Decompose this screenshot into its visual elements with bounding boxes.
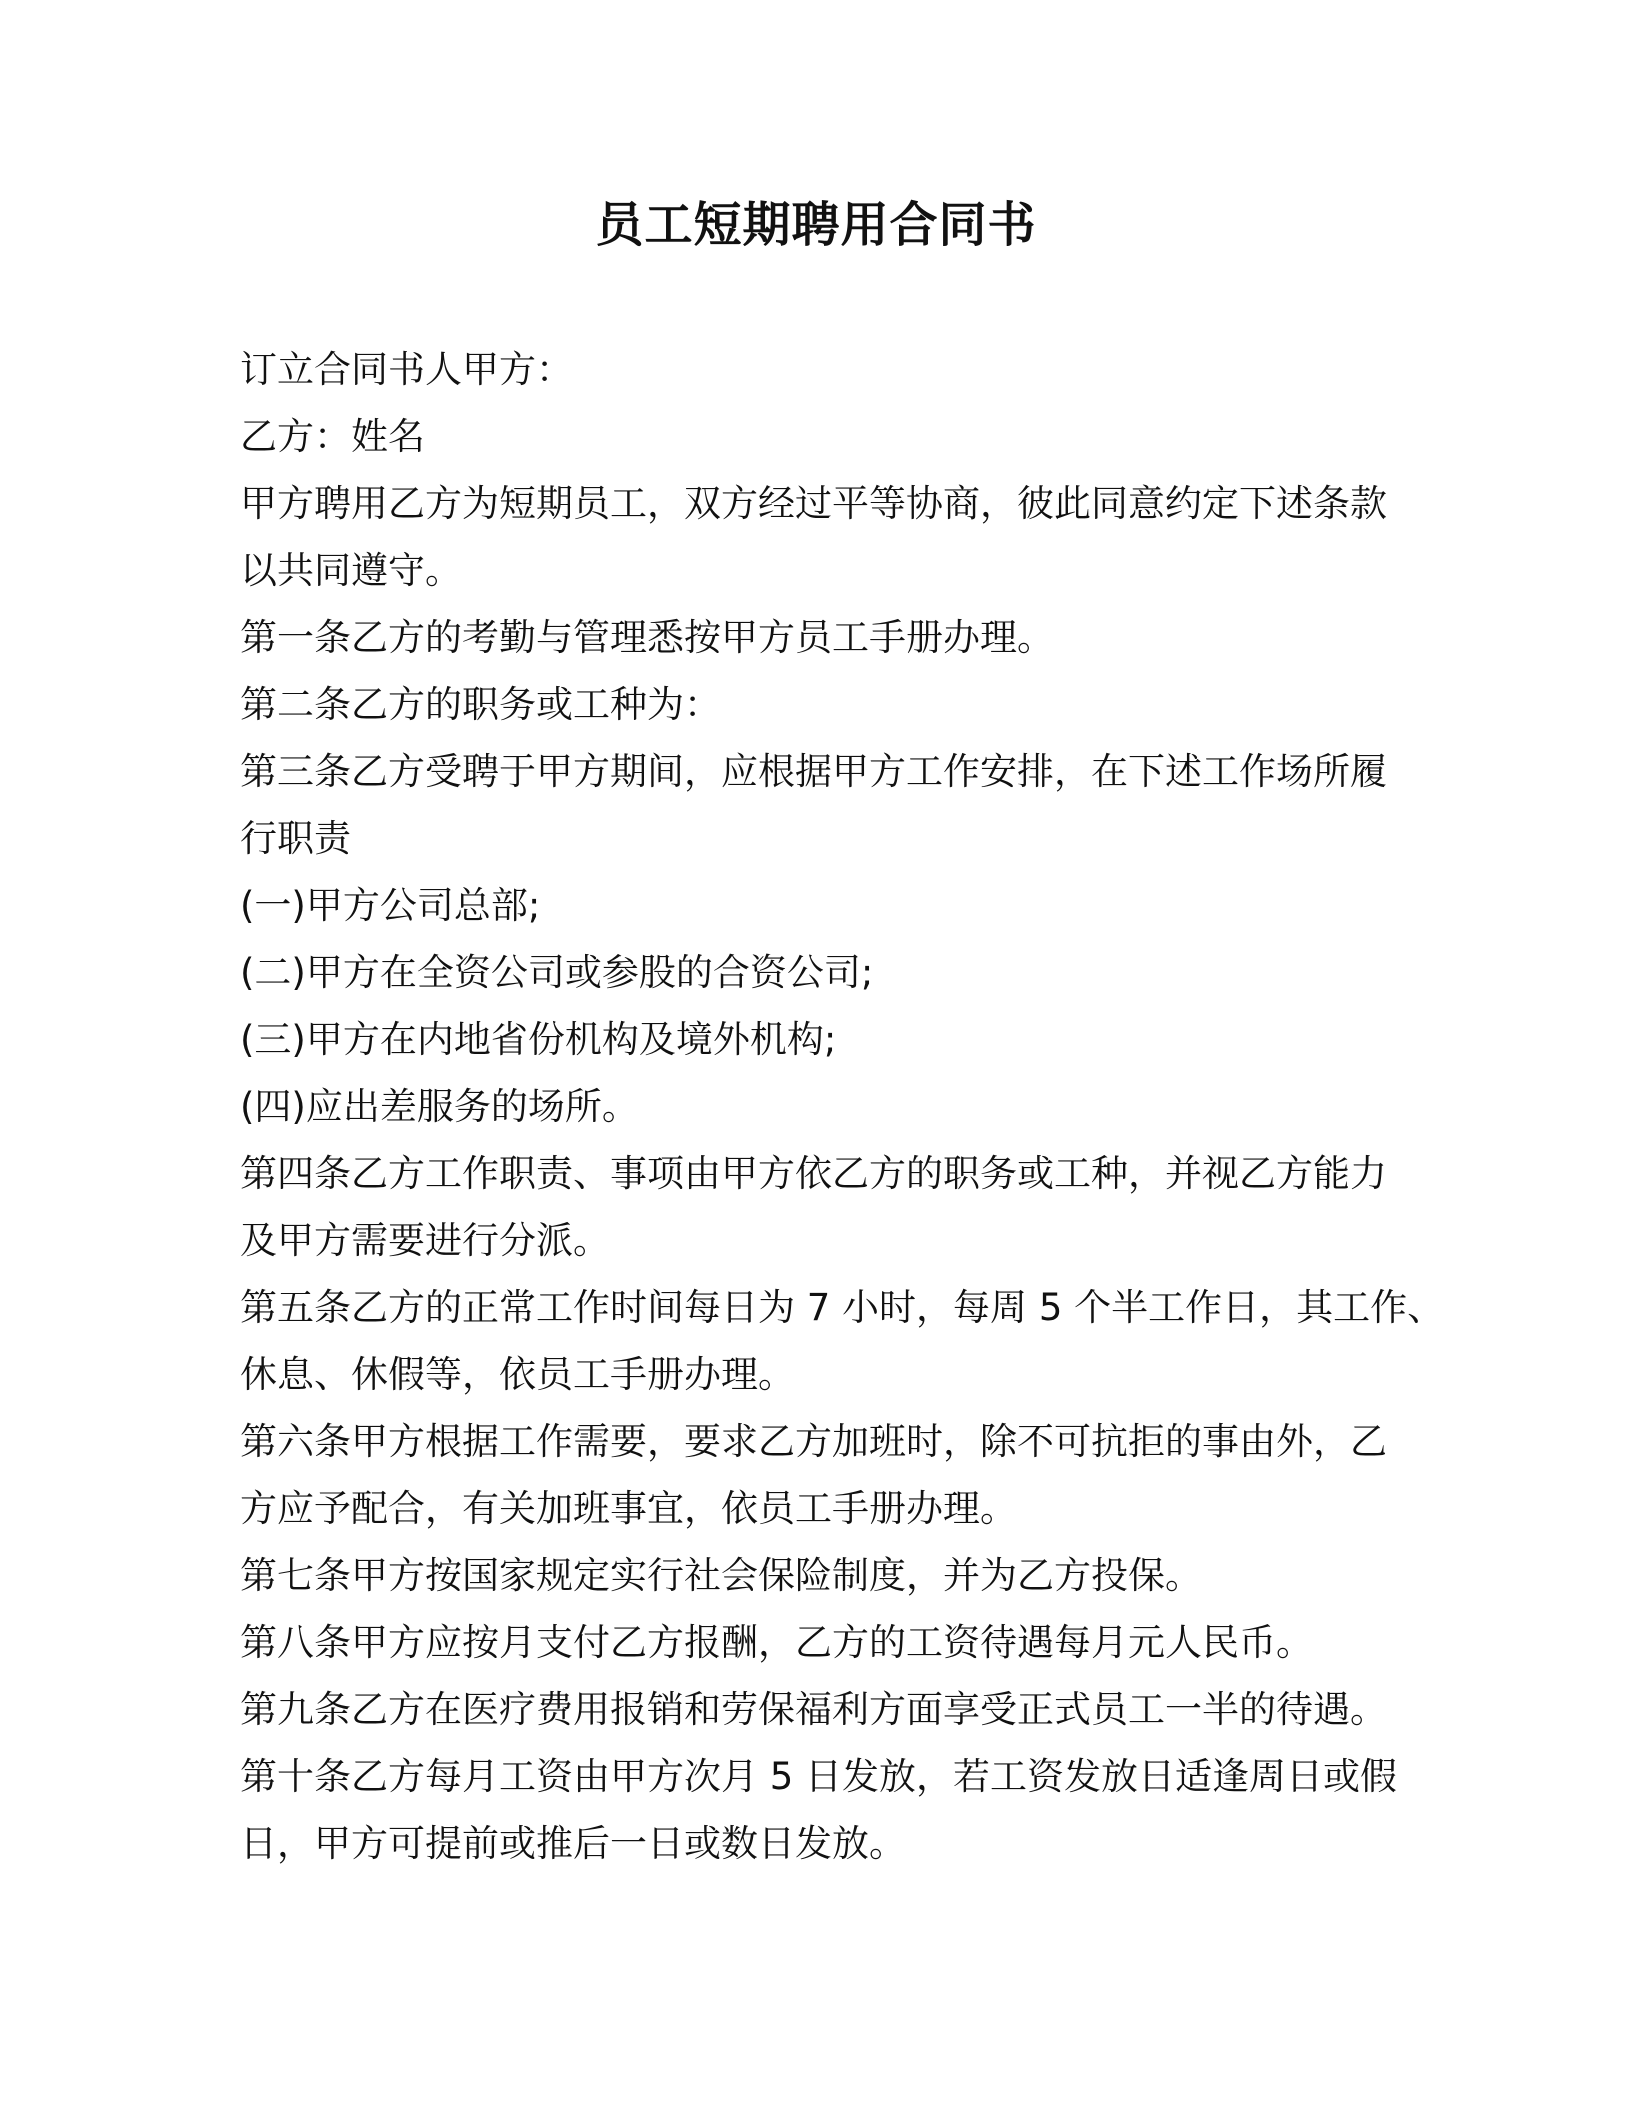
- text-line: (一)甲方公司总部;: [240, 884, 541, 927]
- text-line: 第一条乙方的考勤与管理悉按甲方员工手册办理。: [240, 616, 1054, 659]
- text-line: 第七条甲方按国家规定实行社会保险制度，并为乙方投保。: [240, 1554, 1202, 1597]
- text-line: 第九条乙方在医疗费用报销和劳保福利方面享受正式员工一半的待遇。: [240, 1688, 1387, 1731]
- text-line: 休息、休假等，依员工手册办理。: [240, 1353, 795, 1396]
- text-line: 订立合同书人甲方：: [240, 348, 573, 391]
- text-line: 第四条乙方工作职责、事项由甲方依乙方的职务或工种，并视乙方能力: [240, 1152, 1387, 1195]
- text-line: 第六条甲方根据工作需要，要求乙方加班时，除不可抗拒的事由外，乙: [240, 1420, 1387, 1463]
- text-line: (二)甲方在全资公司或参股的合资公司;: [240, 951, 874, 994]
- text-line: 第三条乙方受聘于甲方期间，应根据甲方工作安排，在下述工作场所履: [240, 750, 1387, 793]
- text-line: 乙方：姓名: [240, 415, 425, 458]
- text-line: 及甲方需要进行分派。: [240, 1219, 610, 1262]
- document-body: [240, 336, 1445, 1877]
- text-line: 方应予配合，有关加班事宜，依员工手册办理。: [240, 1487, 1017, 1530]
- text-line: (三)甲方在内地省份机构及境外机构;: [240, 1018, 837, 1061]
- text-line: 第五条乙方的正常工作时间每日为 7 小时，每周 5 个半工作日，其工作、: [240, 1286, 1445, 1329]
- text-line: 甲方聘用乙方为短期员工，双方经过平等协商，彼此同意约定下述条款: [240, 482, 1387, 525]
- text-line: 第八条甲方应按月支付乙方报酬，乙方的工资待遇每月元人民币。: [240, 1621, 1313, 1664]
- text-line: 以共同遵守。: [240, 549, 462, 592]
- text-line: 日，甲方可提前或推后一日或数日发放。: [240, 1822, 906, 1865]
- document-title: 员工短期聘用合同书: [595, 197, 1037, 253]
- text-line: 行职责: [240, 817, 351, 860]
- text-line: (四)应出差服务的场所。: [240, 1085, 639, 1128]
- text-line: 第二条乙方的职务或工种为：: [240, 683, 721, 726]
- text-line: 第十条乙方每月工资由甲方次月 5 日发放，若工资发放日适逢周日或假: [240, 1755, 1398, 1798]
